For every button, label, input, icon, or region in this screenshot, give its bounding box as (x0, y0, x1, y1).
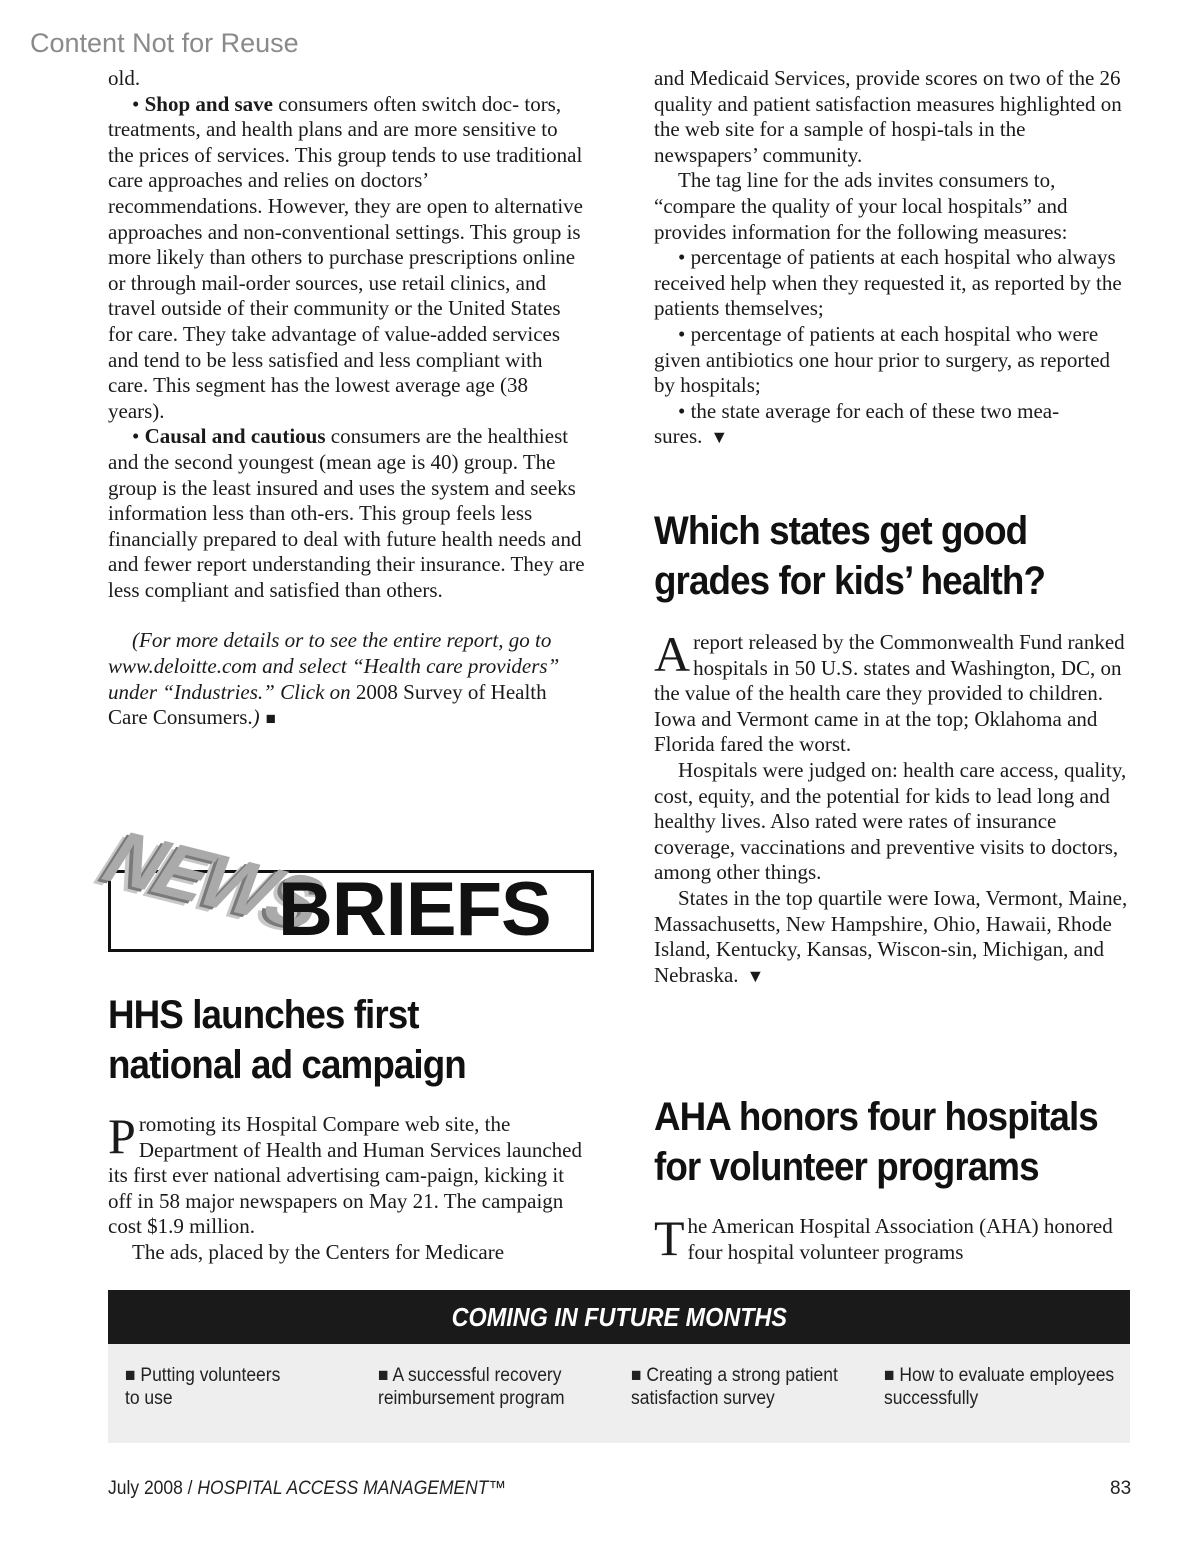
left-column (108, 66, 586, 732)
aha-headline-line-2: for volunteer programs (654, 1145, 1039, 1189)
hhs-headline-line-2: national ad campaign (108, 1043, 466, 1087)
bullet-item: • percentage of patients at each hospital who always received help when they requested it, as reported by the patients themselves; (654, 245, 1122, 321)
kids-paragraph-1 (654, 626, 1132, 758)
future-item-line: ■ Creating a strong patient (631, 1365, 838, 1386)
kids-headline-line-1: Which states get good (654, 509, 1028, 553)
shop-and-save-term: Shop and save (144, 91, 273, 116)
future-item-line: satisfaction survey (631, 1388, 775, 1409)
kids-text-1: report released by the Commonwealth Fund ranked hospitals in 50 U.S. states and Washington, DC, on the value of the health care they provided to children. Iowa and Vermont came in at the top; Oklahoma and Florida fared the worst. (654, 630, 1125, 757)
hhs-paragraph-1 (108, 1108, 586, 1240)
bullet-item: • percentage of patients at each hospital who were given antibiotics one hour prior to surgery, as reported by hospitals; (654, 321, 1111, 398)
aha-dropcap: T (654, 1210, 685, 1266)
hhs-article (108, 990, 586, 1266)
bullet-text: • the state average for each of these two mea-sures. (654, 398, 1060, 449)
kids-text-3: States in the top quartile were Iowa, Vermont, Maine, Massachusetts, New Hampshire, Ohio, Hawaii, Rhode Island, Kentucky, Kansas, Wiscon-sin, Michigan, and Nebraska. (654, 885, 1128, 987)
future-item-line: ■ Putting volunteers (125, 1365, 281, 1386)
paragraph: old. (108, 66, 141, 90)
logo-briefs-text: BRIEFS (278, 867, 551, 952)
aha-headline-line-1: AHA honors four hospitals (654, 1095, 1098, 1139)
right-column (654, 66, 1132, 451)
page-number: 83 (1110, 1478, 1132, 1499)
future-item-line: to use (125, 1388, 173, 1409)
paragraph: The tag line for the ads invites consumers to, “compare the quality of your local hospitals” and provides information for the following measures: (654, 168, 1068, 244)
future-item-line: successfully (884, 1388, 979, 1409)
end-square-icon: ■ (265, 709, 276, 729)
future-item-line: reimbursement program (378, 1388, 565, 1409)
report-note-title: 2008 Survey of Health Care Consumers. (108, 679, 547, 730)
end-triangle-icon: ▼ (746, 965, 765, 986)
aha-text-1: he American Hospital Association (AHA) honored four hospital volunteer programs (687, 1214, 1113, 1264)
end-triangle-icon: ▼ (710, 427, 729, 448)
future-months-header (108, 1290, 1130, 1344)
causal-cautious-paragraph: • Causal and cautious consumers are the healthiest and the second youngest (mean age is 40) group. The group is the least insured and uses the system and seeks information less than oth-ers. This group feels less financially prepared to deal with future health needs and and fewer report understanding their insurance. They are less compliant and satisfied than others. (108, 424, 585, 602)
kids-paragraph-2: Hospitals were judged on: health care access, quality, cost, equity, and the potential for kids to lead long and healthy lives. Also rated were rates of insurance coverage, vaccinations and preventive visits to doctors, among other things. (654, 757, 1127, 885)
shop-and-save-text: consumers often switch doc- tors, treatments, and health plans and are more sensitive to the prices of services. This group tends to use traditional care approaches and relies on doctors’ recommendations. However, they are open to alternative approaches and non-conventional settings. This group is more likely than others to purchase prescriptions online or through mail-order sources, use retail clinics, and travel outside of their community or the United States for care. They take advantage of value-added services and tend to be less satisfied and less compliant with care. This segment has the lowest average age (38 years). (108, 91, 583, 423)
kids-headline-line-2: grades for kids’ health? (654, 559, 1046, 603)
aha-article (654, 1092, 1132, 1265)
future-item (631, 1364, 871, 1410)
aha-paragraph-1 (654, 1210, 1132, 1266)
hhs-paragraph-2: The ads, placed by the Centers for Medicare (132, 1239, 505, 1264)
future-item (884, 1364, 1124, 1410)
future-item-line: ■ How to evaluate employees (884, 1365, 1115, 1386)
causal-cautious-term: Causal and cautious (144, 424, 326, 449)
shop-and-save-paragraph: • Shop and save consumers often switch doc- tors, treatments, and health plans and are more sensitive to the prices of services. This group tends to use traditional care approaches and relies on doctors’ recommendations. However, they are open to alternative approaches and non-conventional settings. This group is more likely than others to purchase prescriptions online or through mail-order sources, use retail clinics, and travel outside of their community or the United States for care. They take advantage of value-added services and tend to be less satisfied and less compliant with care. This segment has the lowest average age (38 years). (108, 91, 583, 423)
kids-health-article (654, 506, 1132, 989)
causal-cautious-text: consumers are the healthiest and the second youngest (mean age is 40) group. The group is the least insured and uses the system and seeks information less than oth-ers. This group feels less financially prepared to deal with future health needs and and fewer report understanding their insurance. They are less compliant and satisfied than others. (108, 424, 585, 602)
future-item-line: ■ A successful recovery (378, 1365, 562, 1386)
hhs-dropcap: P (108, 1108, 136, 1164)
watermark: Content Not for Reuse (30, 28, 299, 58)
hhs-headline-line-1: HHS launches first (108, 993, 419, 1037)
report-note (108, 628, 586, 731)
future-months-list (108, 1344, 1130, 1443)
footer-publication: HOSPITAL ACCESS MANAGEMENT™ (197, 1478, 506, 1499)
hhs-text-1: romoting its Hospital Compare web site, the Department of Health and Human Services launched its first ever national advertising cam-paign, kicking it off in 58 major newspapers on May 21. The campaign cost $1.9 million. (108, 1112, 582, 1239)
paragraph: and Medicaid Services, provide scores on two of the 26 quality and patient satisfaction measures highlighted on the web site for a sample of hospi-tals in the newspapers’ community. (654, 66, 1122, 167)
bullet-item (654, 399, 1132, 451)
report-note-italic: (For more details or to see the entire report, go to www.deloitte.com and select “Health care providers” under “Industries.” Click on (108, 628, 560, 704)
news-briefs-logo (93, 806, 594, 954)
kids-paragraph-3 (654, 886, 1132, 989)
future-months-title: COMING IN FUTURE MONTHS (451, 1302, 787, 1332)
report-note-close: ) (252, 705, 260, 730)
future-item (125, 1364, 365, 1410)
logo-news-text: NEWS (93, 814, 332, 946)
footer-date: July 2008 / (108, 1478, 198, 1499)
kids-dropcap: A (654, 626, 691, 682)
coming-in-future-months-box (108, 1290, 1130, 1443)
footer-issue (108, 1478, 541, 1500)
future-item (378, 1364, 618, 1410)
